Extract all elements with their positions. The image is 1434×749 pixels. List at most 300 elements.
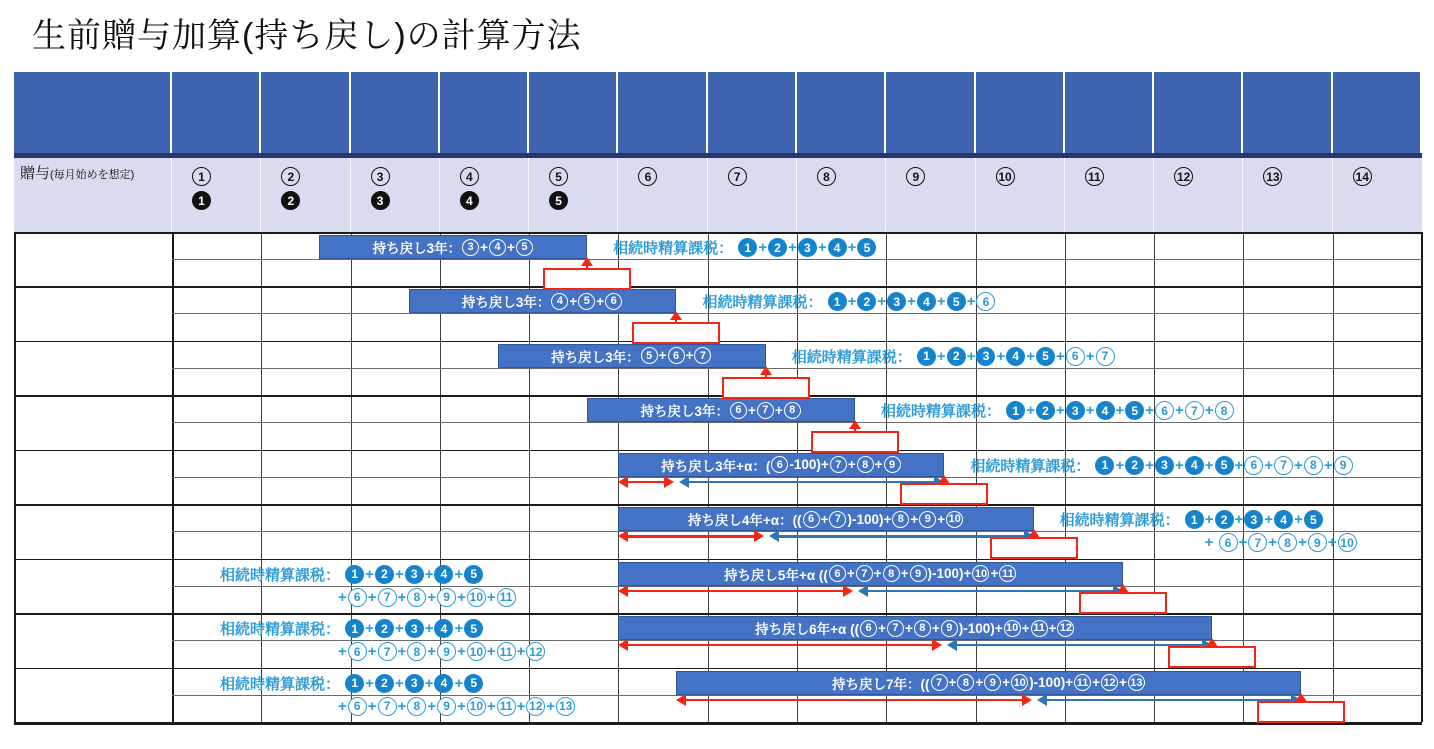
inheritance-start-arrowhead <box>1206 638 1218 647</box>
inheritance-start-arrowhead <box>670 311 682 320</box>
formula-text: + <box>486 643 496 661</box>
outline-circle-6: 6 <box>803 511 820 528</box>
year-header-cell <box>797 72 884 153</box>
gift-number-outline <box>817 167 836 186</box>
settlement-formula <box>613 236 877 259</box>
inheritance-start-arrowhead <box>760 366 772 375</box>
formula-text: + <box>878 620 886 636</box>
formula-text: 相続時精算課税： <box>220 675 345 693</box>
formula-text: 持ち戻し3年： <box>461 295 551 311</box>
year-header-cell <box>1333 72 1420 153</box>
formula-text: + <box>1055 402 1065 420</box>
gift-band-separator <box>1242 158 1243 232</box>
outline-circle-6: 6 <box>1066 347 1085 366</box>
formula-text: + <box>936 293 946 311</box>
as-before-arrow-line <box>866 590 1115 592</box>
year-header-cell <box>1065 72 1152 153</box>
settlement-formula-line <box>338 640 546 663</box>
inheritance-start-box <box>1168 646 1256 668</box>
outline-circle-6: 6 <box>829 565 846 582</box>
header-corner-cell <box>14 72 170 153</box>
outline-circle-8: 8 <box>914 620 931 637</box>
outline-circle-11: 11 <box>1031 620 1048 637</box>
outline-circle-3: 3 <box>462 239 479 256</box>
outline-circle-5: 5 <box>516 239 533 256</box>
settlement-formula <box>1060 508 1358 554</box>
outline-circle-12: 12 <box>1057 620 1074 637</box>
as-before-arrow-left-arrowhead <box>1037 694 1047 706</box>
outline-circle-5: 5 <box>641 347 658 364</box>
year-header-cell <box>529 72 616 153</box>
formula-text: + <box>1234 511 1244 529</box>
gift-band-separator <box>1153 158 1154 232</box>
outline-circle-7: 7 <box>829 511 846 528</box>
outline-circle-9: 9 <box>1334 456 1353 475</box>
gift-band-separator <box>1064 158 1065 232</box>
formula-text: )-100)+ <box>927 566 972 582</box>
outline-circle-6: 6 <box>638 167 657 186</box>
formula-text: -100)+ <box>789 457 829 473</box>
outline-circle-9: 9 <box>941 620 958 637</box>
formula-text: + <box>486 588 496 606</box>
formula-text: + <box>506 239 515 255</box>
formula-text: + <box>847 457 856 473</box>
year-header-cell <box>440 72 527 153</box>
outline-circle-6: 6 <box>605 293 622 310</box>
filled-circle-5: 5 <box>464 565 483 584</box>
gift-number-outline <box>549 167 568 186</box>
outline-circle-8: 8 <box>857 456 874 473</box>
settlement-formula-line <box>220 563 517 586</box>
row-border <box>14 232 1422 234</box>
outline-circle-10: 10 <box>467 697 486 716</box>
gift-number-filled <box>281 191 300 210</box>
table-left-border <box>14 232 16 722</box>
outline-circle-4: 4 <box>489 239 506 256</box>
gift-number-filled <box>549 191 568 210</box>
formula-text: + <box>1294 456 1303 474</box>
outline-circle-10: 10 <box>1004 620 1021 637</box>
outline-circle-13: 13 <box>556 697 575 716</box>
filled-circle-2: 2 <box>281 191 300 210</box>
row-midline <box>172 477 1422 478</box>
filled-circle-2: 2 <box>1215 510 1234 529</box>
inheritance-start-box <box>722 377 810 399</box>
formula-text: + <box>1055 347 1065 365</box>
inheritance-start-arrowhead <box>581 257 593 266</box>
settlement-formula-line <box>970 454 1353 477</box>
outline-circle-13: 13 <box>1263 167 1282 186</box>
filled-circle-5: 5 <box>549 191 568 210</box>
row-border <box>14 504 1422 506</box>
outline-circle-8: 8 <box>407 588 426 607</box>
formula-text: + <box>367 697 377 715</box>
deduction-arrow-line <box>626 644 934 646</box>
formula-text: + <box>1175 456 1184 474</box>
year-header-cell <box>172 72 259 153</box>
formula-text: + <box>516 643 526 661</box>
outline-circle-7: 7 <box>378 642 397 661</box>
formula-text: + <box>758 239 768 256</box>
as-before-arrow-line <box>1045 699 1294 701</box>
outline-circle-14: 14 <box>1353 167 1372 186</box>
filled-circle-2: 2 <box>375 619 394 638</box>
deduction-arrow-left-arrowhead <box>618 639 628 651</box>
gift-band-separator <box>260 158 261 232</box>
gift-band-separator <box>171 158 172 232</box>
deduction-arrow-right-arrowhead <box>932 639 942 651</box>
settlement-formula-line <box>220 617 546 640</box>
outline-circle-9: 9 <box>437 642 456 661</box>
outline-circle-7: 7 <box>1274 456 1293 475</box>
deduction-arrow-left-arrowhead <box>618 530 628 542</box>
gift-band-separator <box>350 158 351 232</box>
formula-text: + <box>990 566 999 582</box>
filled-circle-5: 5 <box>947 292 966 311</box>
row-midline <box>172 259 1422 260</box>
formula-text: + <box>338 697 347 715</box>
year-header-cell <box>1243 72 1330 153</box>
carryback-bar <box>319 235 587 259</box>
outline-circle-8: 8 <box>407 642 426 661</box>
filled-circle-3: 3 <box>887 292 906 311</box>
inheritance-start-arrowhead <box>938 475 950 484</box>
gift-number-outline <box>638 167 657 186</box>
formula-text: + <box>817 239 827 256</box>
gift-number-filled <box>192 191 211 210</box>
formula-text: + <box>936 347 946 365</box>
formula-text: + <box>1204 402 1214 420</box>
formula-text: + <box>1323 456 1333 474</box>
outline-circle-8: 8 <box>1304 456 1323 475</box>
legend-title-line <box>20 163 168 186</box>
formula-text: + <box>847 293 857 311</box>
inheritance-start-box <box>1079 592 1167 614</box>
page-title: 生前贈与加算(持ち戻し)の計算方法 <box>32 17 582 55</box>
formula-text: + <box>546 697 556 715</box>
row-midline <box>172 313 1422 314</box>
as-before-arrow-left-arrowhead <box>679 476 689 488</box>
outline-circle-7: 7 <box>694 347 711 364</box>
formula-text: + <box>427 697 437 715</box>
formula-text: )-100)+ <box>847 511 892 527</box>
formula-text: + <box>1264 456 1274 474</box>
settlement-formula-line <box>702 290 996 313</box>
filled-circle-5: 5 <box>1036 347 1055 366</box>
outline-circle-6: 6 <box>730 402 747 419</box>
gift-legend-cell <box>20 163 168 229</box>
outline-circle-11: 11 <box>999 565 1016 582</box>
filled-circle-4: 4 <box>434 619 453 638</box>
as-before-arrow-left-arrowhead <box>947 639 957 651</box>
formula-text: + <box>1115 402 1125 420</box>
table-bottom-border <box>14 722 1422 725</box>
inheritance-start-arrowhead <box>849 420 861 429</box>
gift-number-outline <box>1174 167 1193 186</box>
inheritance-start-box <box>632 322 720 344</box>
gift-number-outline <box>1263 167 1282 186</box>
formula-text: 相続時精算課税： <box>702 294 827 312</box>
gift-band-separator <box>796 158 797 232</box>
outline-circle-6: 6 <box>771 456 788 473</box>
settlement-formula <box>792 345 1116 368</box>
outline-circle-9: 9 <box>906 167 925 186</box>
formula-text: + <box>658 348 667 364</box>
inheritance-start-arrowhead <box>1117 584 1129 593</box>
settlement-formula <box>970 454 1353 477</box>
settlement-formula-line <box>1205 531 1358 554</box>
filled-circle-4: 4 <box>434 565 453 584</box>
gift-number-outline <box>906 167 925 186</box>
outline-circle-6: 6 <box>1155 401 1174 420</box>
carryback-bar <box>676 671 1301 695</box>
formula-text: + <box>774 402 783 418</box>
formula-text: 相続時精算課税： <box>613 240 738 257</box>
outline-circle-7: 7 <box>887 620 904 637</box>
formula-text: 相続時精算課税： <box>791 348 916 366</box>
gift-band-separator <box>885 158 886 232</box>
settlement-formula <box>702 290 996 313</box>
formula-text: 持ち戻し3年： <box>551 349 640 365</box>
formula-text: + <box>1294 511 1303 529</box>
filled-circle-3: 3 <box>1066 401 1085 420</box>
outline-circle-10: 10 <box>467 642 486 661</box>
row-midline <box>172 368 1422 369</box>
filled-circle-3: 3 <box>798 238 817 257</box>
formula-text: + <box>454 565 464 583</box>
formula-text: + <box>1204 456 1214 474</box>
formula-text: )-100)+ <box>958 620 1003 636</box>
outline-circle-8: 8 <box>957 674 974 691</box>
filled-circle-4: 4 <box>1185 456 1204 475</box>
outline-circle-11: 11 <box>497 697 516 716</box>
filled-circle-5: 5 <box>464 619 483 638</box>
formula-text: 相続時精算課税： <box>970 457 1095 475</box>
filled-circle-2: 2 <box>1036 401 1055 420</box>
filled-circle-1: 1 <box>345 619 364 638</box>
filled-circle-2: 2 <box>375 674 394 693</box>
carryback-bar <box>409 289 677 313</box>
outline-circle-4: 4 <box>460 167 479 186</box>
outline-circle-6: 6 <box>1219 533 1238 552</box>
outline-circle-1: 1 <box>192 167 211 186</box>
deduction-arrow-left-arrowhead <box>618 585 628 597</box>
filled-circle-1: 1 <box>192 191 211 210</box>
filled-circle-5: 5 <box>1304 510 1323 529</box>
formula-text: 持ち戻し4年+α：(( <box>687 513 802 529</box>
formula-text: + <box>910 511 919 527</box>
row-border <box>14 450 1422 452</box>
year-header-cell <box>618 72 705 153</box>
gift-number-outline <box>1353 167 1372 186</box>
outline-circle-2: 2 <box>281 167 300 186</box>
outline-circle-6: 6 <box>976 292 995 311</box>
carryback-bar <box>587 398 855 422</box>
outline-circle-9: 9 <box>437 588 456 607</box>
deduction-arrow-left-arrowhead <box>676 694 686 706</box>
formula-text: + <box>1115 456 1125 474</box>
formula-text: + <box>685 348 694 364</box>
legend-title-note: (毎月始めを想定) <box>50 169 135 181</box>
outline-circle-10: 10 <box>996 167 1015 186</box>
deduction-arrow-right-arrowhead <box>664 476 674 488</box>
formula-text: + <box>937 511 946 527</box>
formula-text: + <box>397 697 407 715</box>
carryback-bar <box>618 562 1122 586</box>
as-before-arrow-line <box>687 481 936 483</box>
outline-circle-9: 9 <box>910 565 927 582</box>
filled-circle-3: 3 <box>371 191 390 210</box>
gift-number-filled <box>460 191 479 210</box>
formula-text: 相続時精算課税： <box>1059 512 1184 530</box>
settlement-formula-line <box>792 345 1116 368</box>
formula-text: 持ち戻し5年+α (( <box>723 567 828 583</box>
formula-text: + <box>1298 534 1307 552</box>
formula-text: + <box>1026 402 1035 420</box>
outline-circle-9: 9 <box>884 456 901 473</box>
gift-number-outline <box>192 167 211 186</box>
deduction-arrow-line <box>626 535 755 537</box>
row-border <box>14 286 1422 288</box>
outline-circle-11: 11 <box>497 642 516 661</box>
formula-text: + <box>367 643 377 661</box>
filled-circle-4: 4 <box>1096 401 1115 420</box>
inheritance-start-arrowhead <box>1028 529 1040 538</box>
formula-text: 持ち戻し3年： <box>640 404 729 420</box>
filled-circle-4: 4 <box>917 292 936 311</box>
formula-text: + <box>873 566 882 582</box>
filled-circle-1: 1 <box>345 674 364 693</box>
formula-text: + <box>966 293 976 311</box>
outline-circle-12: 12 <box>526 697 545 716</box>
outline-circle-7: 7 <box>856 565 873 582</box>
formula-text: + <box>975 675 984 691</box>
filled-circle-3: 3 <box>1155 456 1174 475</box>
formula-text: + <box>1085 402 1095 420</box>
legend-title: 贈与 <box>20 165 51 182</box>
outline-circle-7: 7 <box>1185 401 1204 420</box>
outline-circle-9: 9 <box>437 697 456 716</box>
row-border <box>14 395 1422 397</box>
formula-text: + <box>424 674 434 692</box>
formula-text: + <box>424 565 434 583</box>
formula-text: + <box>788 239 797 256</box>
outline-circle-13: 13 <box>1128 674 1145 691</box>
formula-text: + <box>457 588 466 606</box>
formula-text: + <box>457 697 466 715</box>
year-header-cell <box>886 72 973 153</box>
gift-band-background <box>14 158 1422 232</box>
outline-circle-3: 3 <box>371 167 390 186</box>
gift-band-separator <box>707 158 708 232</box>
outline-circle-7: 7 <box>1096 347 1115 366</box>
formula-text: 持ち戻し6年+α (( <box>755 622 860 638</box>
deduction-arrow-line <box>626 481 666 483</box>
outline-circle-9: 9 <box>984 674 1001 691</box>
filled-circle-1: 1 <box>828 292 847 311</box>
formula-text: + <box>397 643 407 661</box>
formula-text: + <box>1327 534 1337 552</box>
carryback-bar <box>618 453 944 477</box>
inheritance-start-box <box>543 268 631 290</box>
formula-text: + <box>365 565 374 583</box>
formula-text: + <box>1021 620 1030 636</box>
outline-circle-9: 9 <box>1308 533 1327 552</box>
filled-circle-3: 3 <box>405 674 424 693</box>
gift-number-outline <box>460 167 479 186</box>
formula-text: + <box>486 697 496 715</box>
outline-circle-7: 7 <box>378 697 397 716</box>
outline-circle-6: 6 <box>1244 456 1263 475</box>
outline-circle-7: 7 <box>931 674 948 691</box>
outline-circle-5: 5 <box>549 167 568 186</box>
formula-text: + <box>394 565 404 583</box>
formula-text: 持ち戻し3年： <box>372 241 462 256</box>
settlement-formula <box>220 617 546 663</box>
gift-number-outline <box>728 167 747 186</box>
filled-circle-2: 2 <box>768 238 787 257</box>
formula-text: + <box>747 402 756 418</box>
formula-text: + <box>966 347 976 365</box>
formula-text: + <box>1234 456 1244 474</box>
filled-circle-4: 4 <box>1006 347 1025 366</box>
filled-circle-1: 1 <box>1006 401 1025 420</box>
deduction-arrow-right-arrowhead <box>843 585 853 597</box>
filled-circle-3: 3 <box>976 347 995 366</box>
formula-text: + <box>365 620 374 638</box>
outline-circle-8: 8 <box>817 167 836 186</box>
formula-text: + <box>427 643 437 661</box>
year-header-cell <box>261 72 348 153</box>
formula-text: + <box>900 566 909 582</box>
filled-circle-1: 1 <box>917 347 936 366</box>
deduction-arrow-line <box>684 699 1023 701</box>
year-header-cell <box>1154 72 1241 153</box>
outline-circle-8: 8 <box>892 511 909 528</box>
outline-circle-6: 6 <box>348 642 367 661</box>
outline-circle-6: 6 <box>860 620 877 637</box>
filled-circle-4: 4 <box>1274 510 1293 529</box>
formula-text: 相続時精算課税： <box>220 621 345 639</box>
formula-text: + <box>1085 347 1095 365</box>
as-before-arrow-line <box>955 644 1204 646</box>
formula-text: + <box>1175 402 1184 420</box>
settlement-formula <box>220 672 576 718</box>
settlement-formula-line <box>220 672 576 695</box>
settlement-formula-line <box>881 399 1235 422</box>
outline-circle-8: 8 <box>883 565 900 582</box>
deduction-arrow-right-arrowhead <box>754 530 764 542</box>
outline-circle-8: 8 <box>784 402 801 419</box>
formula-text: + <box>394 674 404 692</box>
gift-number-outline <box>371 167 390 186</box>
outline-circle-10: 10 <box>1338 533 1357 552</box>
as-before-arrow-line <box>777 535 1026 537</box>
outline-circle-5: 5 <box>578 293 595 310</box>
gift-number-outline <box>996 167 1015 186</box>
filled-circle-1: 1 <box>1095 456 1114 475</box>
formula-text: + <box>367 588 377 606</box>
formula-text: )-100)+ <box>1029 675 1074 691</box>
outline-circle-12: 12 <box>1174 167 1193 186</box>
formula-text: + <box>397 588 407 606</box>
settlement-formula <box>220 563 517 609</box>
inheritance-start-box <box>990 537 1078 559</box>
inheritance-start-box <box>900 483 988 505</box>
inheritance-start-arrowhead <box>1295 693 1307 702</box>
filled-circle-3: 3 <box>1244 510 1263 529</box>
formula-text: + <box>424 620 434 638</box>
